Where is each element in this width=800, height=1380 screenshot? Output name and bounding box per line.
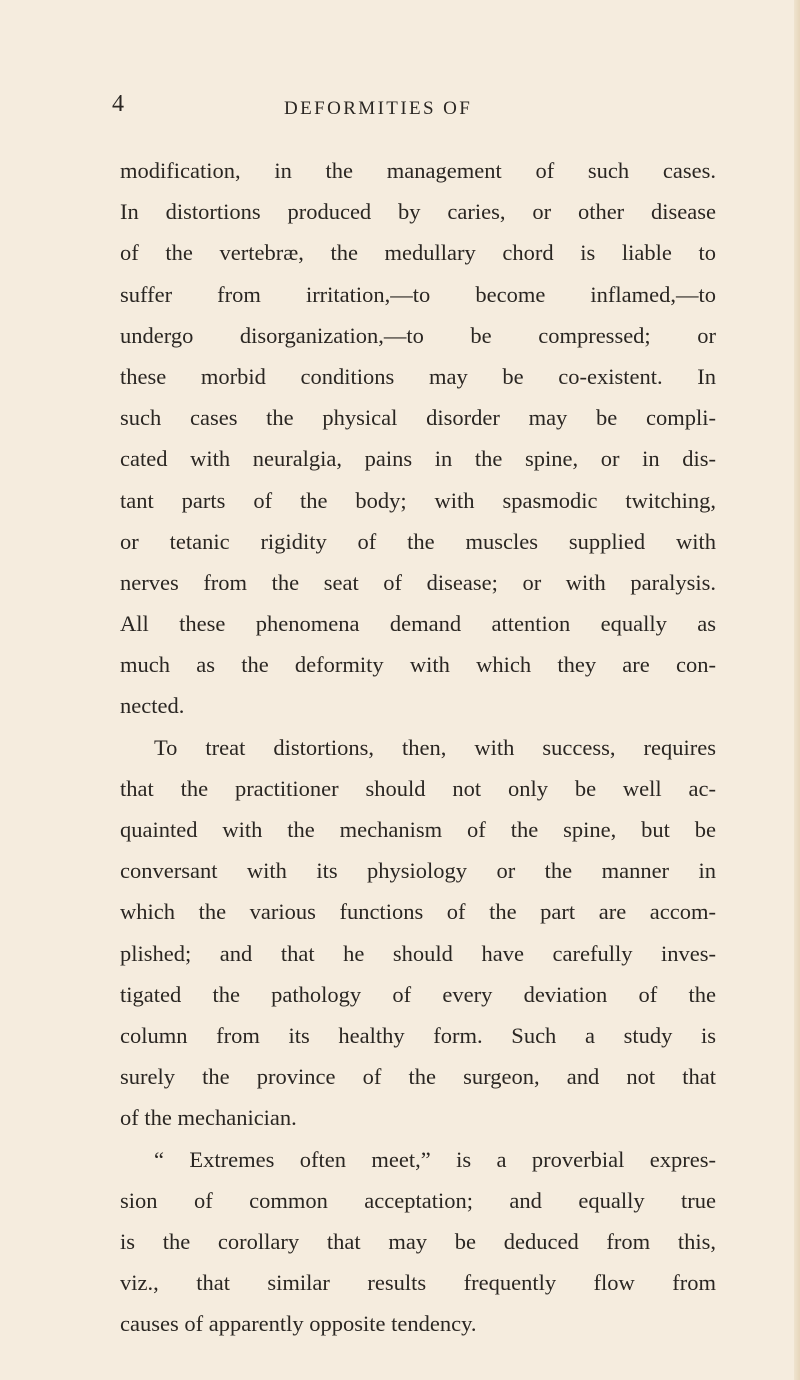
- paragraph-first-line: “ Extremes often meet,” is a proverbial expres-: [154, 1146, 716, 1172]
- text-line: which the various functions of the part are accom-: [120, 899, 716, 925]
- page-number: 4: [112, 91, 124, 117]
- text-line: tigated the pathology of every deviation of the: [120, 981, 716, 1007]
- text-line: that the practitioner should not only be well ac-: [120, 775, 716, 801]
- text-line: plished; and that he should have carefully inves-: [120, 940, 716, 966]
- body-text: [120, 150, 716, 1344]
- text-line: of the vertebræ, the medullary chord is liable to: [120, 240, 716, 266]
- text-line: All these phenomena demand attention equally as: [120, 611, 716, 637]
- text-line: such cases the physical disorder may be compli-: [120, 405, 716, 431]
- page-edge: [794, 0, 800, 1380]
- running-head: [0, 92, 800, 122]
- text-line: modification, in the management of such cases.: [120, 158, 716, 183]
- text-line: column from its healthy form. Such a study is: [120, 1022, 716, 1048]
- text-line: these morbid conditions may be co-existent. In: [120, 363, 716, 389]
- text-line: is the corollary that may be deduced from this,: [120, 1228, 716, 1254]
- text-line: quainted with the mechanism of the spine, but be: [120, 817, 716, 842]
- text-line: surely the province of the surgeon, and not that: [120, 1064, 716, 1090]
- text-line: nected.: [120, 693, 185, 719]
- text-line: causes of apparently opposite tendency.: [120, 1311, 477, 1337]
- text-line: sion of common acceptation; and equally true: [120, 1187, 716, 1213]
- text-line: much as the deformity with which they are con-: [120, 652, 716, 678]
- text-line: or tetanic rigidity of the muscles supplied with: [120, 528, 716, 554]
- running-head-title: DEFORMITIES OF: [284, 98, 473, 119]
- text-line: viz., that similar results frequently flow from: [120, 1270, 716, 1296]
- text-line: nerves from the seat of disease; or with paralysis.: [120, 569, 716, 595]
- text-line: of the mechanician.: [120, 1105, 297, 1131]
- text-line: suffer from irritation,—to become inflamed,—to: [120, 281, 716, 307]
- text-line: In distortions produced by caries, or other disease: [120, 199, 716, 225]
- text-line: tant parts of the body; with spasmodic twitching,: [120, 487, 716, 513]
- text-line: undergo disorganization,—to be compressed; or: [120, 322, 716, 348]
- text-line: cated with neuralgia, pains in the spine, or in dis-: [120, 446, 716, 472]
- text-line: conversant with its physiology or the manner in: [120, 858, 716, 884]
- paragraph-first-line: To treat distortions, then, with success, requires: [154, 734, 716, 760]
